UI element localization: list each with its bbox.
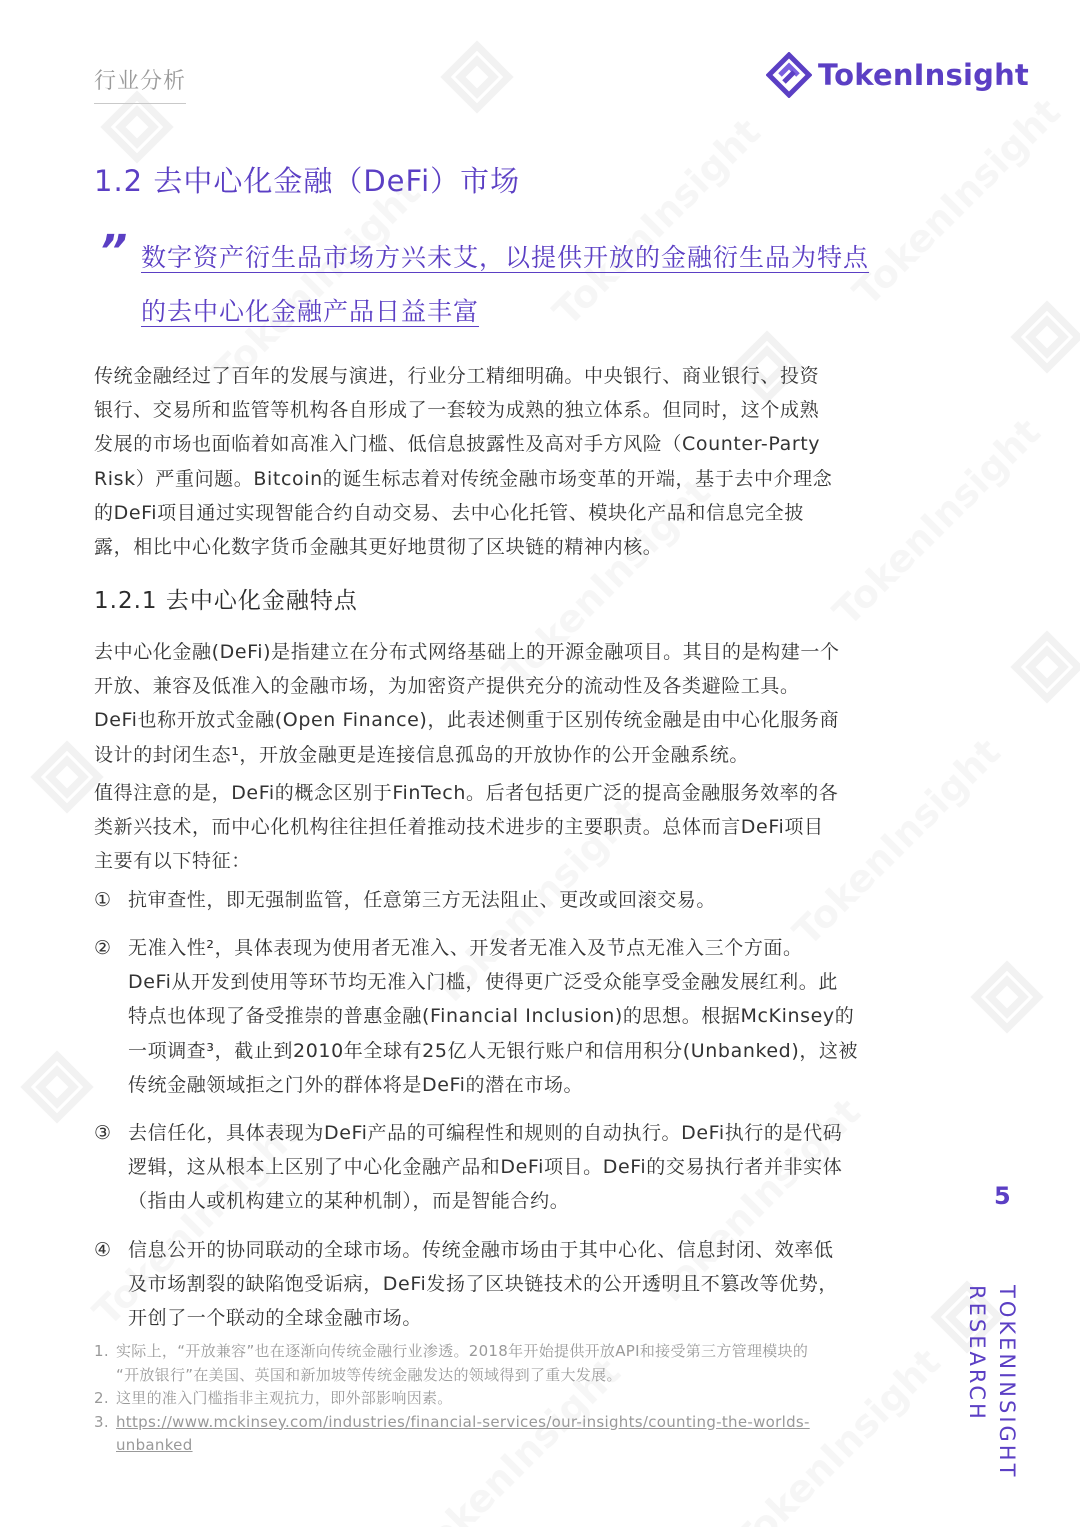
- definition-paragraph: [94, 635, 924, 772]
- feature-item: [94, 1116, 924, 1219]
- section-subheading: 1.2.1 去中心化金融特点: [94, 588, 358, 614]
- side-brand-line: RESEARCH: [965, 1285, 989, 1422]
- page-number: 5: [994, 1182, 1011, 1210]
- watermark-logo-icon: [1010, 630, 1080, 704]
- watermark-logo-icon: [20, 1050, 94, 1124]
- text-line: 传统金融经过了百年的发展与演进，行业分工精细明确。中央银行、商业银行、投资: [94, 365, 820, 387]
- text-line: 值得注意的是，DeFi的概念区别于FinTech。后者包括更广泛的提高金融服务效率的各: [94, 782, 839, 804]
- list-number: ④: [94, 1239, 112, 1261]
- text-line: 发展的市场也面临着如高准入门槛、低信息披露性及高对手方风险（Counter-Party: [94, 433, 821, 456]
- text-line: Risk）严重问题。Bitcoin的诞生标志着对传统金融市场变革的开端，基于去中介理念: [94, 467, 833, 490]
- side-brand-line: TOKENINSIGHT: [995, 1285, 1019, 1480]
- footnote: [94, 1411, 934, 1458]
- text-line: 传统金融领域拒之门外的群体将是DeFi的潜在市场。: [128, 1073, 584, 1096]
- watermark-logo-icon: [1010, 300, 1080, 374]
- text-line: （指由人或机构建立的某种机制），而是智能合约。: [128, 1190, 570, 1213]
- text-line: 无准入性²，具体表现为使用者无准入、开发者无准入及节点无准入三个方面。: [128, 937, 803, 959]
- feature-item: [94, 1233, 924, 1336]
- brand-logo: [766, 52, 1029, 98]
- footnotes: [94, 1340, 934, 1458]
- text-line: DeFi也称开放式金融(Open Finance)，此表述侧重于区别传统金融是由中心化服务商: [94, 709, 840, 732]
- feature-item: [94, 883, 924, 917]
- text-line: 去中心化金融(DeFi)是指建立在分布式网络基础上的开源金融项目。其目的是构建一个: [94, 641, 840, 663]
- text-line: 主要有以下特征：: [94, 850, 251, 873]
- text-line: 信息公开的协同联动的全球市场。传统金融市场由于其中心化、信息封闭、效率低: [128, 1239, 834, 1261]
- text-line: 开放、兼容及低准入的金融市场，为加密资产提供充分的流动性及各类避险工具。: [94, 675, 800, 698]
- text-line: 露，相比中心化数字货币金融其更好地贯彻了区块链的精神内核。: [94, 536, 663, 559]
- footnote-number: 2.: [94, 1389, 109, 1407]
- text-line: 一项调查³，截止到2010年全球有25亿人无银行账户和信用积分(Unbanked)，这被: [128, 1039, 859, 1062]
- list-number: ②: [94, 937, 112, 959]
- section-tag: 行业分析: [94, 64, 186, 104]
- note-paragraph: [94, 776, 924, 879]
- footnote-line: 实际上，“开放兼容”也在逐渐向传统金融行业渗透。2018年开始提供开放API和接受第三方管理模块的: [116, 1342, 809, 1360]
- feature-item: [94, 931, 924, 1102]
- intro-paragraph: [94, 359, 924, 564]
- footnote-number: 1.: [94, 1342, 109, 1360]
- list-number: ③: [94, 1122, 112, 1144]
- footnote-number: 3.: [94, 1412, 109, 1431]
- text-line: 逻辑，这从根本上区别了中心化金融产品和DeFi项目。DeFi的交易执行者并非实体: [128, 1156, 843, 1179]
- text-line: 开创了一个联动的全球金融市场。: [128, 1307, 423, 1330]
- watermark-logo-icon: [970, 960, 1044, 1034]
- text-line: 去信任化，具体表现为DeFi产品的可编程性和规则的自动执行。DeFi执行的是代码: [128, 1122, 843, 1144]
- text-line: 抗审查性，即无强制监管，任意第三方无法阻止、更改或回滚交易。: [128, 889, 717, 911]
- pull-quote: [141, 231, 941, 339]
- logo-text: TokenInsight: [818, 58, 1029, 92]
- text-line: 及市场割裂的缺陷饱受诟病，DeFi发扬了区块链技术的公开透明且不篡改等优势，: [128, 1273, 838, 1296]
- text-line: DeFi从开发到使用等环节均无准入门槛，使得更广泛受众能享受金融发展红利。此: [128, 971, 838, 994]
- quote-mark-icon: ”: [99, 226, 128, 277]
- watermark-logo-icon: [30, 740, 104, 814]
- text-line: 设计的封闭生态¹，开放金融更是连接信息孤岛的开放协作的公开金融系统。: [94, 743, 750, 766]
- page-title: 1.2 去中心化金融（DeFi）市场: [94, 164, 521, 198]
- list-number: ①: [94, 889, 112, 911]
- side-brand: [962, 1285, 1022, 1527]
- watermark-logo-icon: [440, 40, 514, 114]
- text-line: 类新兴技术，而中心化机构往往担任着推动技术进步的主要职责。总体而言DeFi项目: [94, 816, 824, 839]
- pull-quote-line: 的去中心化金融产品日益丰富: [141, 297, 480, 326]
- footnote: [94, 1387, 934, 1411]
- footnote-line: “开放银行”在美国、英国和新加坡等传统金融发达的领域得到了重大发展。: [116, 1365, 622, 1384]
- footnote-link[interactable]: https://www.mckinsey.com/industries/financial-services/our-insights/counting-the-worlds-: [116, 1412, 810, 1431]
- pull-quote-line: 数字资产衍生品市场方兴未艾，以提供开放的金融衍生品为特点: [141, 243, 870, 272]
- text-line: 的DeFi项目通过实现智能合约自动交易、去中心化托管、模块化产品和信息完全披: [94, 501, 804, 524]
- footnote: [94, 1340, 934, 1387]
- footnote-link[interactable]: unbanked: [116, 1436, 193, 1454]
- tokeninsight-logo-icon: [766, 52, 812, 98]
- text-line: 特点也体现了备受推崇的普惠金融(Financial Inclusion)的思想。根据McKinsey的: [128, 1005, 855, 1028]
- text-line: 银行、交易所和监管等机构各自形成了一套较为成熟的独立体系。但同时，这个成熟: [94, 399, 820, 422]
- footnote-line: 这里的准入门槛指非主观抗力，即外部影响因素。: [116, 1389, 453, 1407]
